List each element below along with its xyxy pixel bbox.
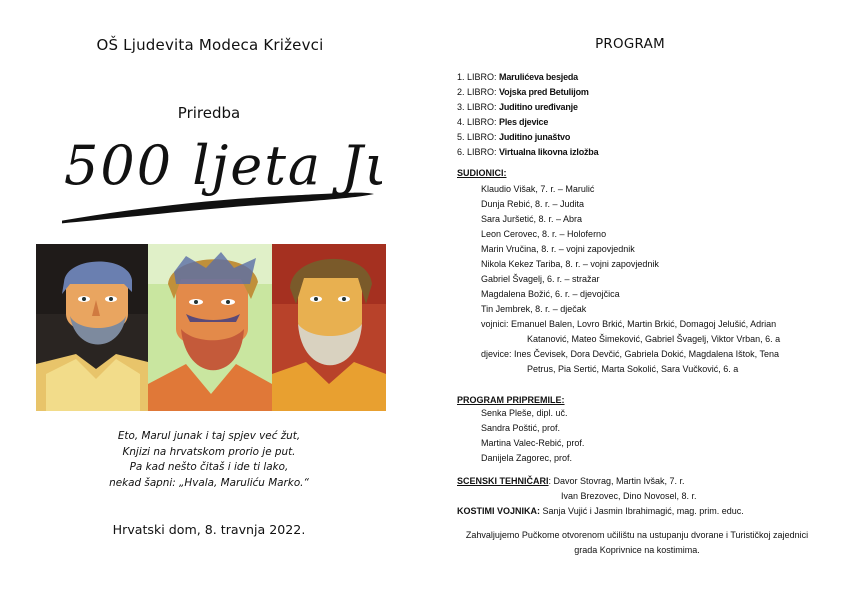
poem [0, 429, 418, 491]
event-label: Priredba [177, 104, 241, 122]
program-parts-list [457, 70, 817, 160]
place-date: Hrvatski dom, 8. travnja 2022. [112, 522, 306, 537]
list-item: 3. LIBRO: Juditino uređivanje [457, 102, 578, 112]
poem-line: nekad šapni: „Hvala, Maruliću Marko.“ [109, 476, 309, 489]
list-item: Magdalena Božić, 6. r. – djevojčica [481, 289, 620, 299]
list-item: Sandra Poštić, prof. [481, 423, 561, 433]
portrait-marulic [36, 244, 148, 411]
poem-line: Knjizi na hrvatskom prorio je put. [122, 445, 296, 458]
participants-list [481, 182, 801, 377]
list-item: 2. LIBRO: Vojska pred Betulijom [457, 87, 589, 97]
title-text: 500 ljeta J [64, 134, 365, 197]
list-item: Danijela Zagorec, prof. [481, 453, 573, 463]
prepared-heading: PROGRAM PRIPREMILE: [457, 395, 565, 405]
list-item: 1. LIBRO: Marulićeva besjeda [457, 72, 578, 82]
list-item: vojnici: Emanuel Balen, Lovro Brkić, Martin Brkić, Domagoj Jelušić, Adrian Katanović, Mateo Šimeković, Gabriel Švagelj, Viktor Vrban, 6. a [481, 319, 781, 344]
participants-heading: SUDIONICI: [457, 168, 507, 178]
portraits-image [36, 244, 386, 411]
costume-text: Sanja Vujić i Jasmin Ibrahimagić, mag. prim. educ. [540, 506, 744, 516]
thanks-note: Zahvaljujemo Pučkome otvorenom učilištu na ustupanju dvorane i Turističkoj zajednici grada Koprivnice na kostimima. [465, 530, 809, 555]
list-item: Marin Vručina, 8. r. – vojni zapovjednik [481, 244, 635, 254]
list-item: 5. LIBRO: Juditino junaštvo [457, 132, 571, 142]
school-name: OŠ Ljudevita Modeca Križevci [96, 36, 324, 54]
tech-line: : Davor Stovrag, Martin Ivšak, 7. r. [548, 476, 685, 486]
costume-label: KOSTIMI VOJNIKA: [457, 506, 541, 516]
list-item: 4. LIBRO: Ples djevice [457, 117, 549, 127]
tech-line: Ivan Brezovec, Dino Novosel, 8. r. [561, 491, 697, 501]
title-script [62, 126, 382, 226]
tech-label: SCENSKI TEHNIČARI [457, 476, 549, 486]
list-item: Leon Cerovec, 8. r. – Holoferno [481, 229, 607, 239]
portrait-holoferno [148, 244, 272, 411]
list-item: Gabriel Švagelj, 6. r. – stražar [481, 274, 600, 284]
portrait-soldier [272, 244, 386, 411]
list-item: Martina Valec-Rebić, prof. [481, 438, 585, 448]
list-item: Senka Pleše, dipl. uč. [481, 408, 568, 418]
list-item: 6. LIBRO: Virtualna likovna izložba [457, 147, 599, 157]
list-item: Tin Jembrek, 8. r. – dječak [481, 304, 587, 314]
poem-line: Pa kad nešto čitaš i ide ti lako, [129, 461, 289, 473]
title-brush-stroke [62, 193, 374, 224]
title-brush-swash [62, 126, 382, 226]
poem-line: Eto, Marul junak i taj spjev već žut, [117, 430, 301, 442]
list-item: Dunja Rebić, 8. r. – Judita [481, 199, 585, 209]
list-item: Sara Juršetić, 8. r. – Abra [481, 214, 583, 224]
program-heading: PROGRAM [595, 37, 665, 52]
list-item: Klaudio Višak, 7. r. – Marulić [481, 184, 595, 194]
prepared-list [481, 406, 584, 466]
stage-technicians [457, 474, 817, 504]
costumes [457, 504, 817, 519]
list-item: Nikola Kekez Tariba, 8. r. – vojni zapovjednik [481, 259, 659, 269]
list-item: djevice: Ines Čevisek, Dora Devčić, Gabriela Dokić, Magdalena Ištok, Tena Petrus, Pia Sertić, Marta Sokolić, Sara Vučković, 6. a [481, 349, 779, 374]
